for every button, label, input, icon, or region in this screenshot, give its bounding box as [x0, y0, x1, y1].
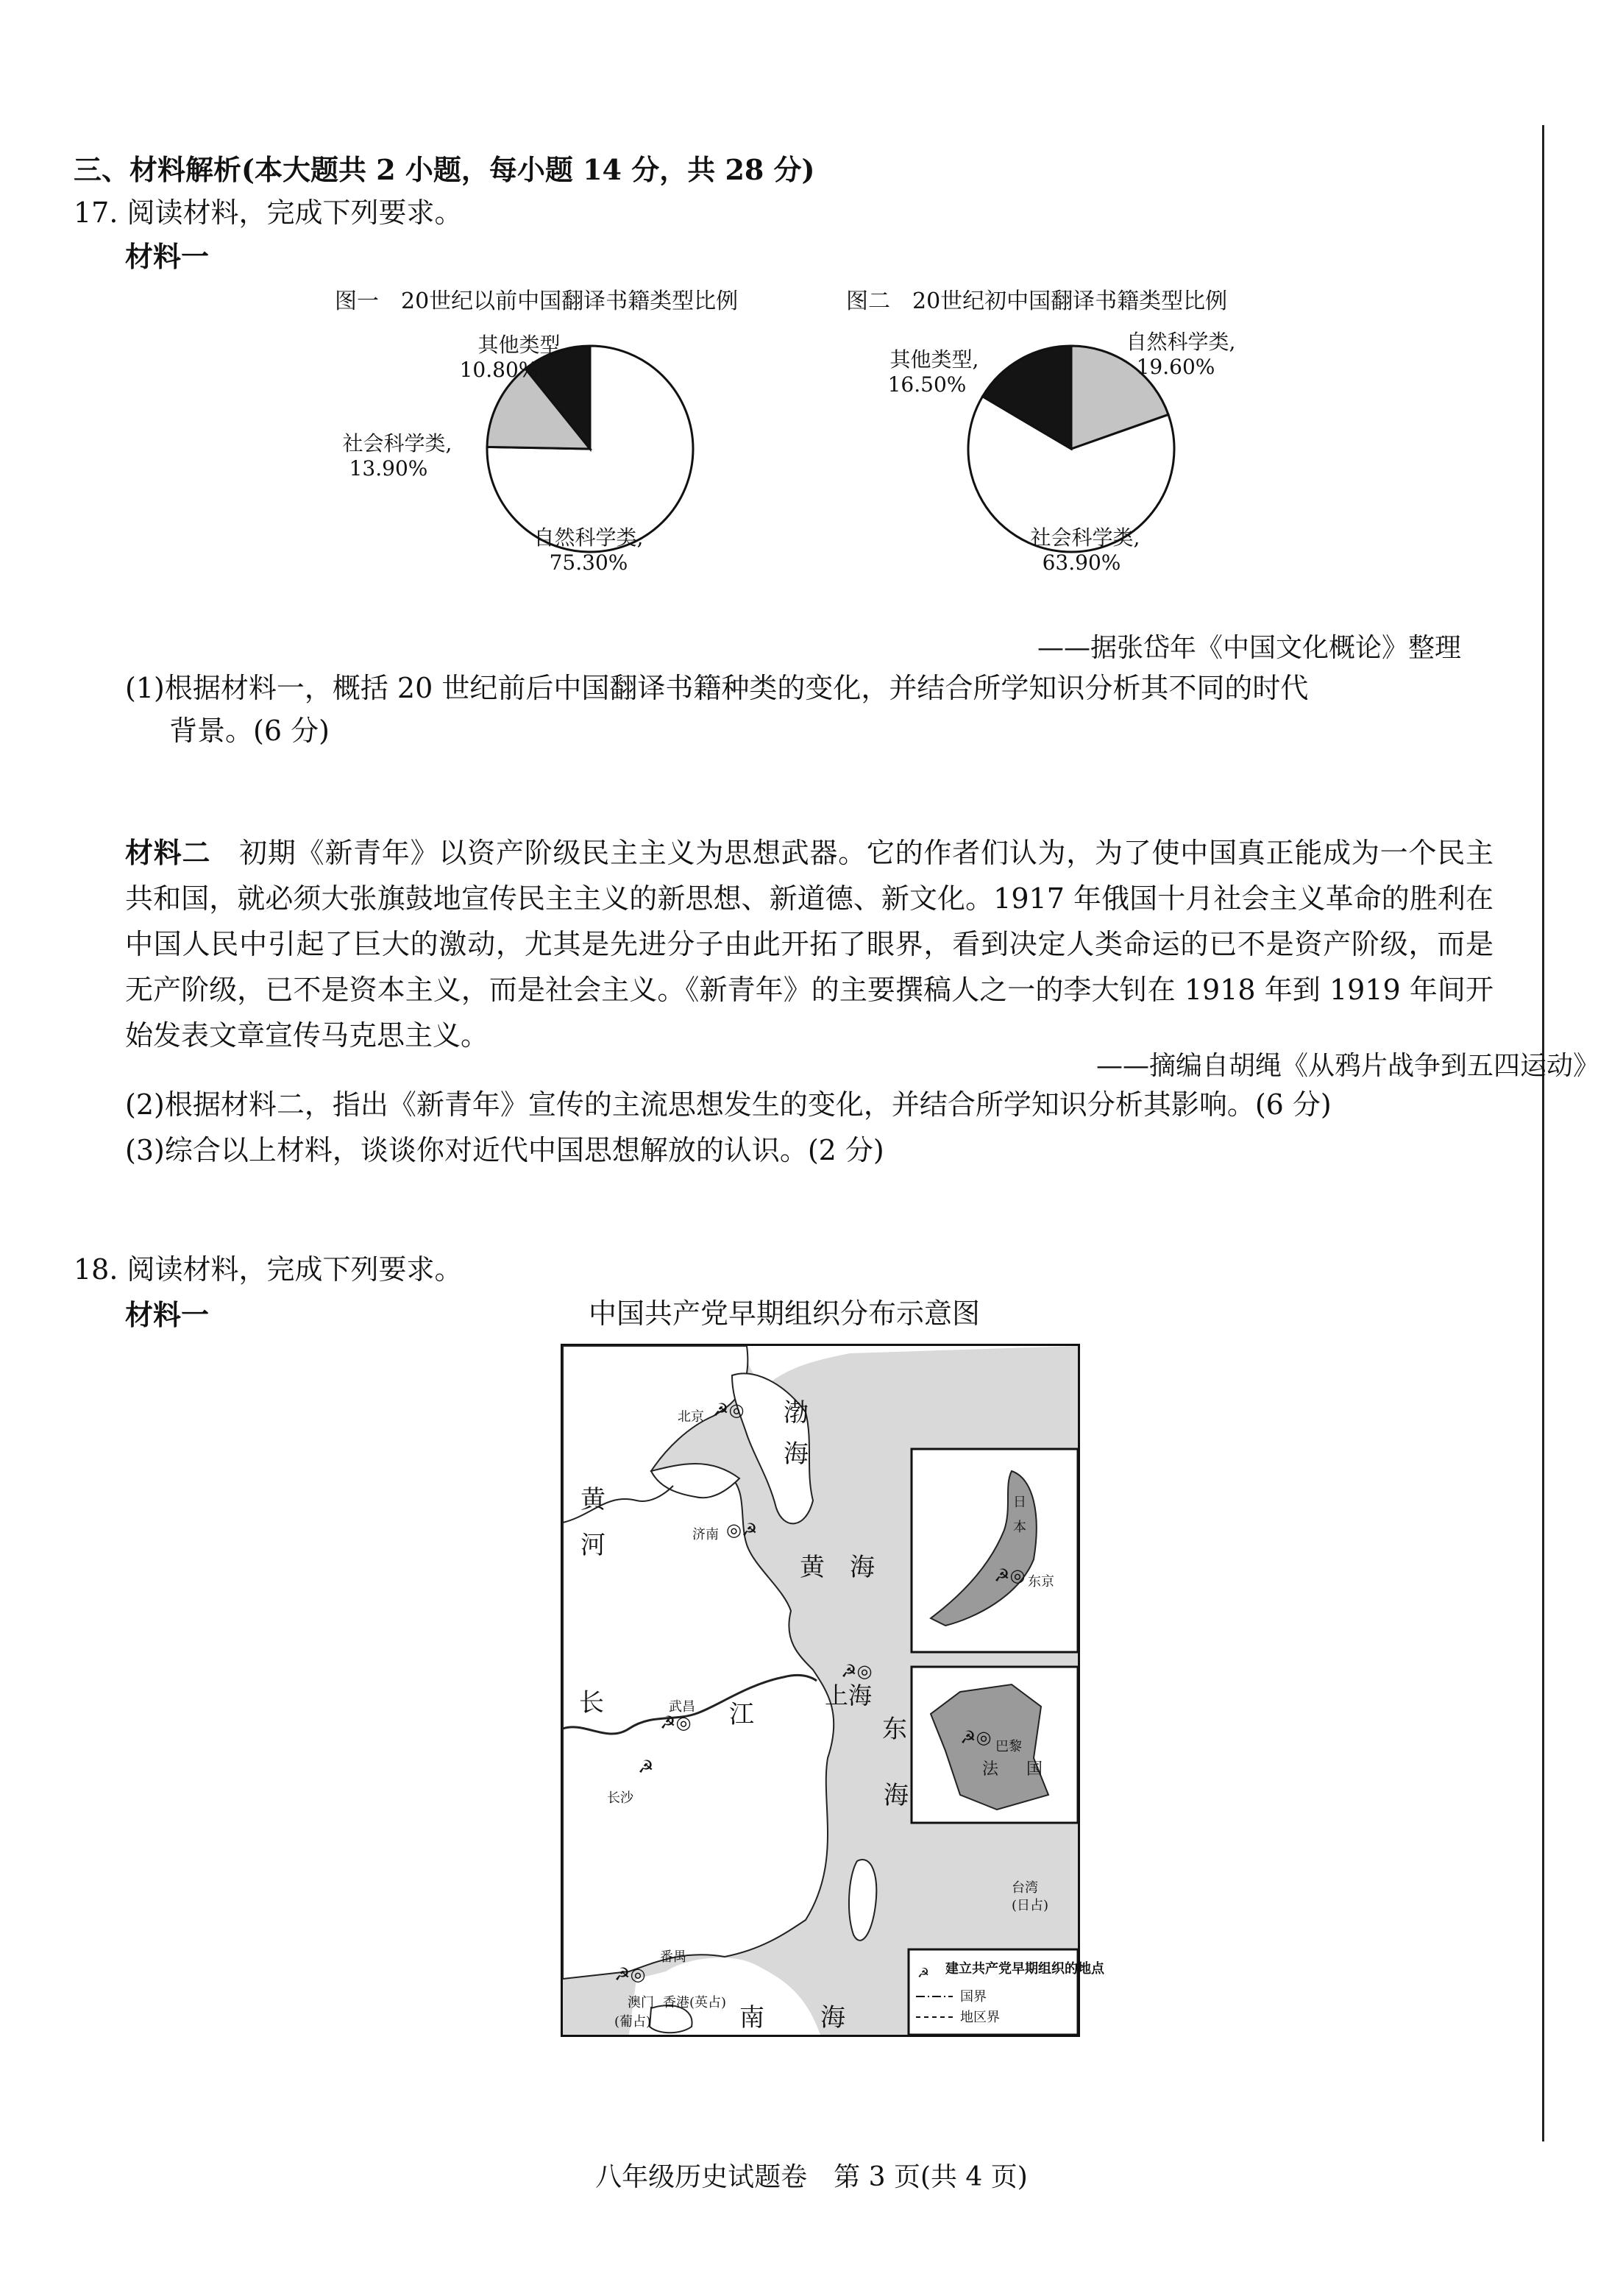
label-taiwan-occupied: (日占): [1012, 1898, 1049, 1913]
marker-tokyo-icon: ☭◎: [994, 1565, 1026, 1586]
label-wuchang: 武昌: [669, 1699, 695, 1715]
map-title: 中国共产党早期组织分布示意图: [589, 1297, 981, 1330]
q17-source1: ——据张岱年《中国文化概论》整理: [1037, 633, 1462, 663]
label-tokyo: 东京: [1028, 1574, 1054, 1590]
marker-shanghai-icon: ☭◎: [841, 1661, 873, 1682]
q17-material2-label: 材料二: [125, 836, 211, 869]
q18-title: 18. 阅读材料，完成下列要求。: [74, 1253, 463, 1286]
label-france-guo: 国: [1026, 1760, 1043, 1779]
label-east-sea-dong: 东: [882, 1715, 907, 1744]
label-yellow-river-he: 河: [580, 1531, 605, 1560]
label-hongkong: 香港(英占): [663, 1995, 727, 2010]
pie2-social-name: 社会科学类,: [1030, 525, 1140, 550]
marker-panyu-icon: ☭◎: [614, 1964, 646, 1985]
legend-item-border-label: 国界: [960, 1989, 987, 2005]
label-south-sea-nan: 南: [739, 2003, 764, 2033]
label-bohai-bo: 渤: [784, 1398, 809, 1428]
label-macau-occupied: (葡占): [614, 2014, 652, 2030]
q17-source2: ——摘编自胡绳《从鸦片战争到五四运动》: [1096, 1051, 1600, 1081]
pie1-social-value: 13.90%: [349, 456, 428, 481]
legend-marker-icon: ☭: [917, 1966, 930, 1981]
q17-question2: (2)根据材料二，指出《新青年》宣传的主流思想发生的变化，并结合所学知识分析其影响。(6 分): [125, 1088, 1332, 1121]
label-jinan: 济南: [692, 1527, 719, 1542]
marker-wuchang-icon: ☭◎: [660, 1712, 692, 1733]
label-paris: 巴黎: [995, 1739, 1022, 1754]
marker-beijing-icon: ☭◎: [713, 1400, 745, 1420]
pie2-other-name: 其他类型,: [889, 347, 979, 372]
pie1-natural-value: 75.30%: [549, 550, 628, 575]
pie2-natural-value: 19.60%: [1136, 355, 1215, 379]
q17-question1-line2: 背景。(6 分): [169, 715, 330, 747]
q17-material1-label: 材料一: [125, 240, 210, 273]
pie1-social-name: 社会科学类,: [342, 431, 452, 456]
marker-paris-icon: ☭◎: [960, 1727, 992, 1748]
chart2-title: 图二 20世纪初中国翻译书籍类型比例: [846, 288, 1228, 314]
q17-question1-line1: (1)根据材料一，概括 20 世纪前后中国翻译书籍种类的变化，并结合所学知识分析其不同的时代: [125, 672, 1309, 704]
pie2-social-value: 63.90%: [1042, 550, 1121, 575]
label-changsha: 长沙: [607, 1790, 633, 1806]
pie1-other-name: 其他类型,: [477, 333, 567, 357]
page-right-rule: [1542, 125, 1544, 2141]
legend-item-region-label: 地区界: [960, 2010, 1000, 2025]
pie-charts: [316, 324, 1273, 633]
label-panyu: 番禺: [660, 1949, 686, 1965]
label-japan-ben: 本: [1013, 1520, 1026, 1535]
label-bohai-hai: 海: [784, 1439, 809, 1469]
marker-changsha-icon: ☭: [638, 1757, 654, 1777]
label-yangtze-chang: 长: [579, 1688, 604, 1718]
label-france-fa: 法: [982, 1760, 999, 1779]
pie1-natural-name: 自然科学类,: [533, 525, 644, 550]
q17-title: 17. 阅读材料，完成下列要求。: [74, 196, 463, 229]
legend-item-marker-label: 建立共产党早期组织的地点: [945, 1961, 1104, 1977]
label-yangtze-jiang: 江: [729, 1700, 754, 1729]
label-yellow-sea: 黄 海: [800, 1553, 875, 1582]
section-title: 三、材料解析(本大题共 2 小题，每小题 14 分，共 28 分): [74, 153, 815, 186]
q18-material1-label: 材料一: [125, 1298, 210, 1331]
map-drawing: [563, 1346, 1104, 2035]
label-macau: 澳门: [628, 1995, 654, 2010]
page-footer: 八年级历史试题卷 第 3 页(共 4 页): [595, 2162, 1028, 2192]
pie2-other-value: 16.50%: [887, 372, 967, 397]
label-taiwan: 台湾: [1012, 1880, 1038, 1896]
q17-material2-text: 初期《新青年》以资产阶级民主主义为思想武器。它的作者们认为，为了使中国真正能成为一个民主共和国，就必须大张旗鼓地宣传民主主义的新思想、新道德、新文化。1917 年俄国十月社会主义革命的胜利在中国人民中引起了巨大的激动，尤其是先进分子由此开拓了眼界，看到决定人类命运的已不是资产阶级，而是无产阶级，已不是资本主义，而是社会主义。《新青年》的主要撰稿人之一的李大钊在 1918 年到 1919 年间开始发表文章宣传马克思主义。: [125, 837, 1494, 1052]
pie2-natural-name: 自然科学类,: [1126, 330, 1236, 354]
chart1-title: 图一 20世纪以前中国翻译书籍类型比例: [335, 288, 739, 314]
q17-material2: [125, 830, 1494, 1058]
label-south-sea-hai: 海: [820, 2003, 845, 2033]
label-yellow-river-huang: 黄: [580, 1485, 605, 1514]
label-beijing: 北京: [678, 1409, 704, 1425]
label-japan-ri: 日: [1013, 1495, 1026, 1510]
ccp-organization-map: [561, 1344, 1104, 2037]
label-shanghai: 上海: [825, 1682, 873, 1709]
label-east-sea-hai: 海: [884, 1781, 909, 1810]
q17-question3: (3)综合以上材料，谈谈你对近代中国思想解放的认识。(2 分): [125, 1134, 884, 1166]
pie1-other-value: 10.80%: [459, 358, 539, 382]
marker-jinan-icon: ◎☭: [726, 1520, 758, 1540]
